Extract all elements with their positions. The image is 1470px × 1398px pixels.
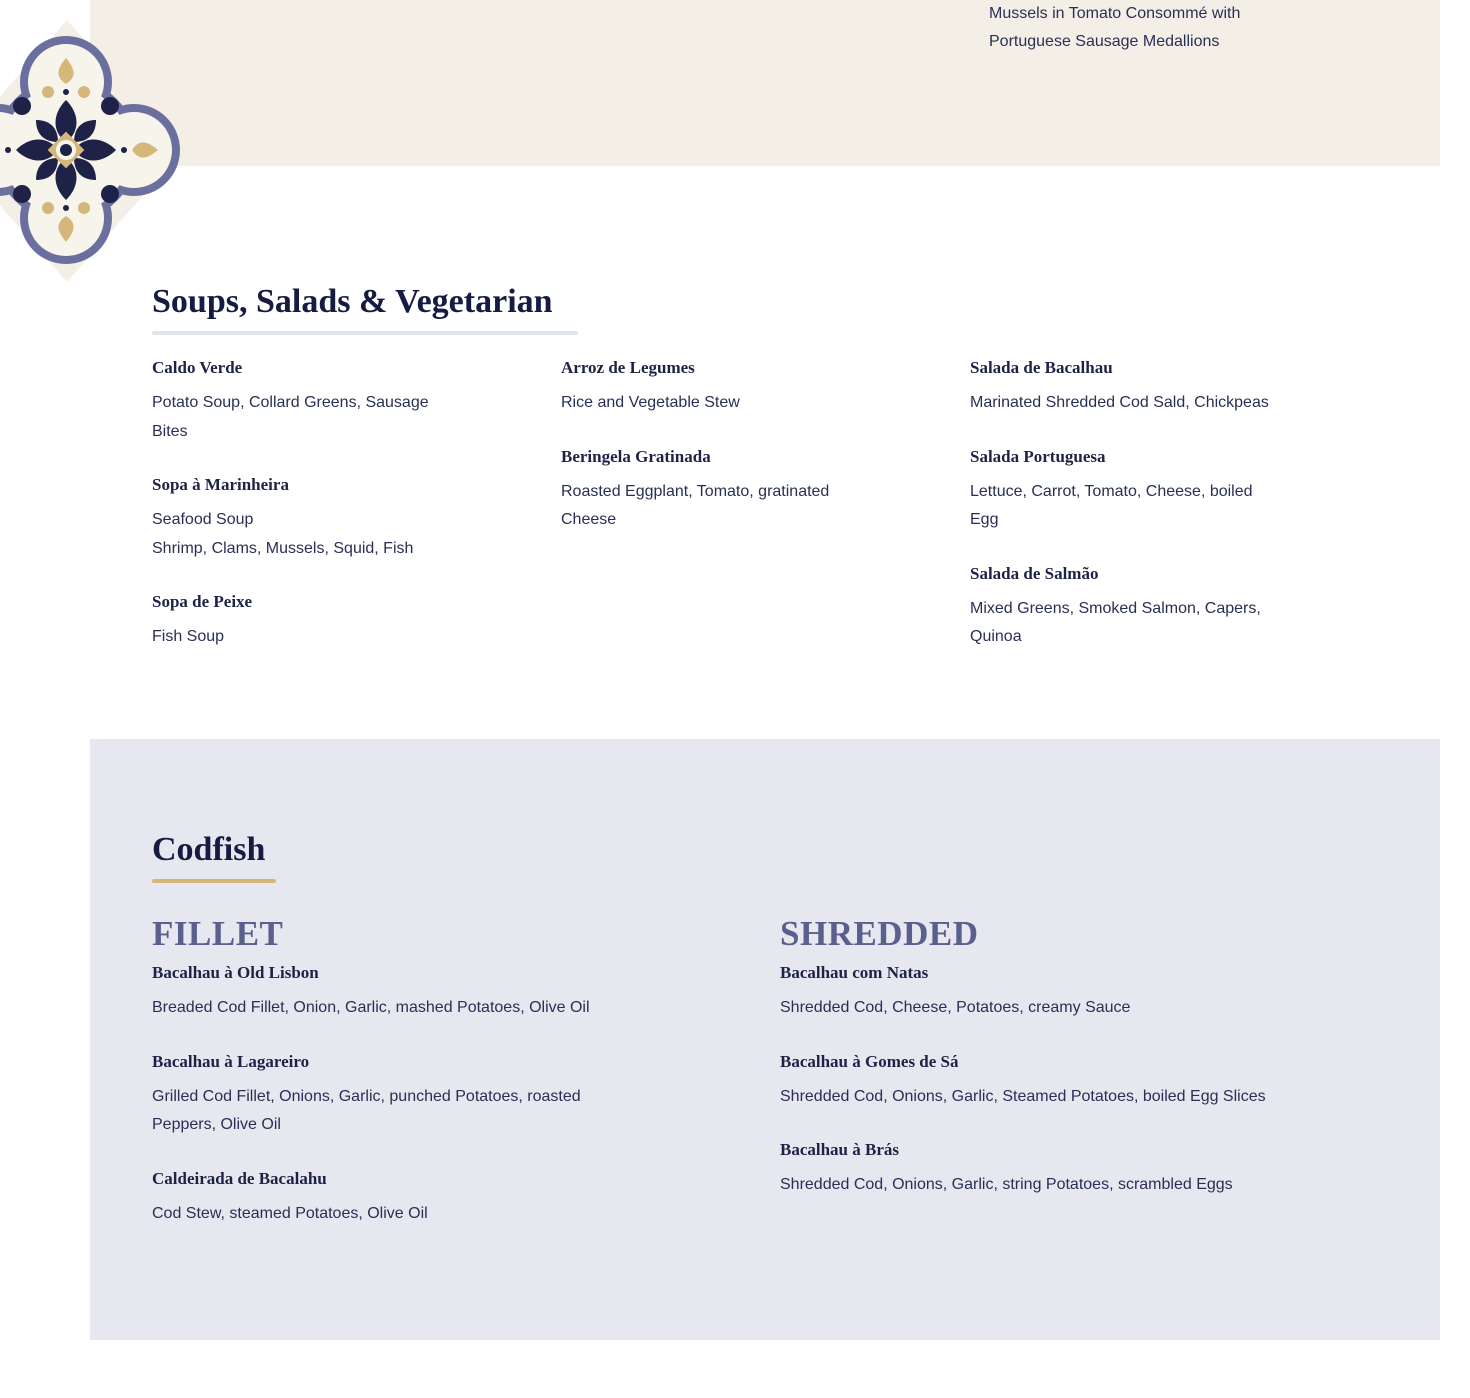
menu-item xyxy=(970,357,1270,418)
item-description: Rice and Vegetable Stew xyxy=(561,394,740,411)
item-name: Caldo Verde xyxy=(152,358,243,377)
item-name: Sopa de Peixe xyxy=(152,592,253,611)
item-name: Beringela Gratinada xyxy=(561,446,711,466)
soups-column-2 xyxy=(561,357,861,563)
item-name: Bacalhau à Lagareiro xyxy=(152,1051,310,1071)
menu-item xyxy=(970,563,1270,652)
item-description: Marinated Shredded Cod Sald, Chickpeas xyxy=(970,394,1269,411)
item-description: Potato Soup, Collard Greens, Sausage Bites xyxy=(152,394,429,440)
item-description-extra: Shrimp, Clams, Mussels, Squid, Fish xyxy=(152,539,414,557)
menu-item xyxy=(152,962,612,1023)
menu-item xyxy=(152,357,452,446)
menu-item xyxy=(780,1051,1340,1112)
soups-title-underline xyxy=(152,331,578,335)
menu-item xyxy=(561,357,861,418)
item-name: Bacalhau à Old Lisbon xyxy=(152,963,319,982)
item-description: Mixed Greens, Smoked Salmon, Capers, Quinoa xyxy=(970,599,1261,645)
codfish-section-title: Codfish xyxy=(152,831,266,868)
soups-section-title: Soups, Salads & Vegetarian xyxy=(152,283,553,320)
item-description: Shredded Cod, Onions, Garlic, string Potatoes, scrambled Eggs xyxy=(780,1176,1233,1193)
item-name: Arroz de Legumes xyxy=(561,358,695,377)
shredded-category-title: SHREDDED xyxy=(780,914,979,953)
azulejo-tile-icon xyxy=(0,20,182,282)
description-line: Mussels in Tomato Consommé with xyxy=(989,5,1241,22)
item-description: Breaded Cod Fillet, Onion, Garlic, mashed Potatoes, Olive Oil xyxy=(152,999,590,1016)
menu-item xyxy=(970,446,1270,535)
item-name: Bacalhau com Natas xyxy=(780,963,929,982)
item-description: Shredded Cod, Onions, Garlic, Steamed Potatoes, boiled Egg Slices xyxy=(780,1087,1266,1105)
item-description: Shredded Cod, Cheese, Potatoes, creamy Sauce xyxy=(780,999,1131,1016)
item-name: Bacalhau à Brás xyxy=(780,1140,900,1159)
item-description: Fish Soup xyxy=(152,628,225,645)
item-name: Bacalhau à Gomes de Sá xyxy=(780,1051,959,1071)
item-description: Lettuce, Carrot, Tomato, Cheese, boiled Egg xyxy=(970,482,1253,528)
item-name: Sopa à Marinheira xyxy=(152,475,289,494)
soups-column-3 xyxy=(970,357,1270,680)
item-description: Grilled Cod Fillet, Onions, Garlic, punched Potatoes, roasted Peppers, Olive Oil xyxy=(152,1087,581,1133)
item-name: Salada de Bacalhau xyxy=(970,358,1113,377)
menu-item xyxy=(780,1139,1340,1200)
soups-column-1 xyxy=(152,357,452,680)
item-name: Caldeirada de Bacalahu xyxy=(152,1168,327,1188)
item-description: Roasted Eggplant, Tomato, gratinated Cheese xyxy=(561,482,830,528)
menu-item xyxy=(152,1168,612,1229)
fillet-column xyxy=(152,914,612,1256)
item-description: Cod Stew, steamed Potatoes, Olive Oil xyxy=(152,1204,428,1222)
menu-item xyxy=(152,591,452,652)
menu-item xyxy=(780,962,1340,1023)
mussels-dish-description xyxy=(989,0,1289,56)
menu-item xyxy=(561,446,861,535)
codfish-title-underline xyxy=(152,879,276,883)
description-line: Portuguese Sausage Medallions xyxy=(989,33,1220,50)
shredded-column xyxy=(780,914,1340,1228)
fillet-category-title: FILLET xyxy=(152,914,284,953)
item-name: Salada Portuguesa xyxy=(970,446,1106,466)
item-description: Seafood Soup xyxy=(152,511,254,528)
menu-item xyxy=(152,474,452,563)
item-name: Salada de Salmão xyxy=(970,563,1099,583)
menu-item xyxy=(152,1051,612,1140)
